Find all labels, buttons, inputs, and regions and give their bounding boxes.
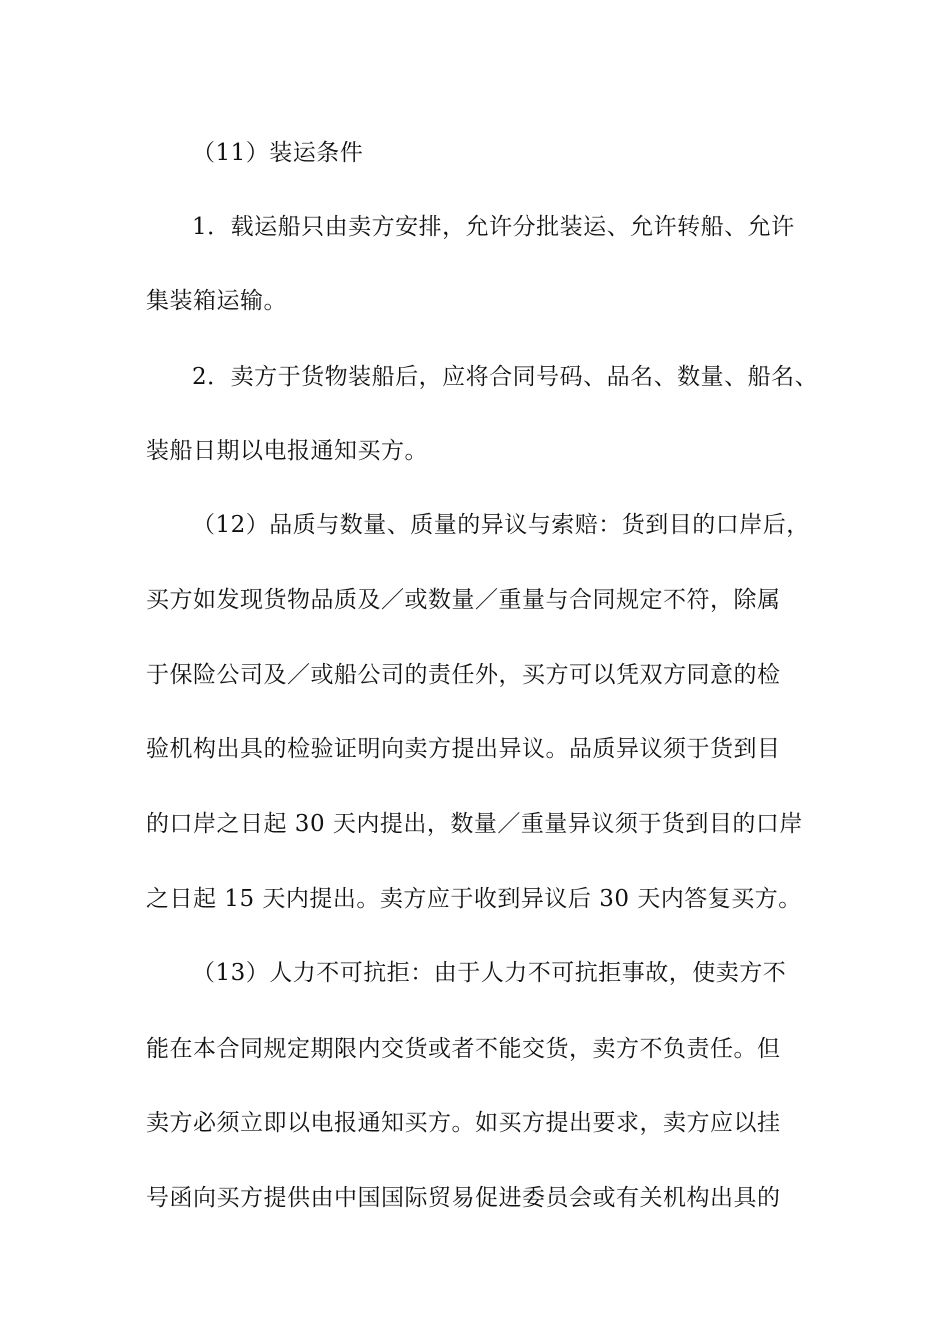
paragraph-line: 号函向买方提供由中国国际贸易促进委员会或有关机构出具的 [146,1185,781,1211]
paragraph-line: 的口岸之日起 30 天内提出，数量／重量异议须于货到目的口岸 [146,811,803,837]
section-heading-13: （13）人力不可抗拒：由于人力不可抗拒事故，使卖方不 [192,960,787,986]
paragraph-line: 2．卖方于货物装船后，应将合同号码、品名、数量、船名、 [192,364,819,390]
section-heading-12: （12）品质与数量、质量的异议与索赔：货到目的口岸后， [192,512,810,538]
paragraph-line: 1．载运船只由卖方安排，允许分批装运、允许转船、允许 [192,214,795,240]
paragraph-line: 于保险公司及／或船公司的责任外，买方可以凭双方同意的检 [146,662,781,688]
paragraph-line: 卖方必须立即以电报通知买方。如买方提出要求，卖方应以挂 [146,1110,781,1136]
paragraph-line: 装船日期以电报通知买方。 [146,438,428,464]
paragraph-line: 集装箱运输。 [146,288,287,314]
paragraph-line: 之日起 15 天内提出。卖方应于收到异议后 30 天内答复买方。 [146,886,802,912]
section-heading-11: （11）装运条件 [192,140,364,166]
paragraph-line: 能在本合同规定期限内交货或者不能交货，卖方不负责任。但 [146,1036,781,1062]
paragraph-line: 买方如发现货物品质及／或数量／重量与合同规定不符，除属 [146,587,781,613]
paragraph-line: 验机构出具的检验证明向卖方提出异议。品质异议须于货到目 [146,736,781,762]
